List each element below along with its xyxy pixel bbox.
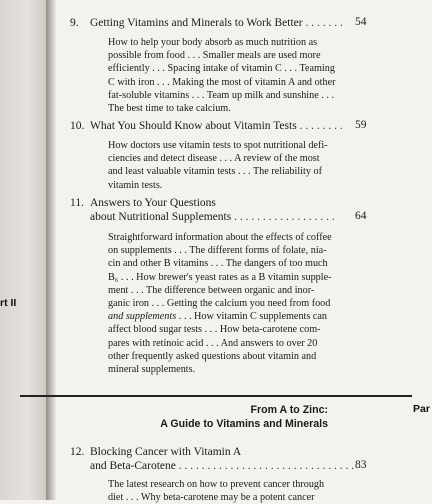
part-heading [100,403,328,431]
entry-description: How doctors use vitamin tests to spot nutritional defi- ciencies and detect disease . . . A review of the most and least valuable vitamin tests . . . The reliability of vitamin tests. [108,140,328,191]
entry-number: 10. [70,120,85,132]
section-divider [20,395,412,397]
entry-title: Getting Vitamins and Minerals to Work Better . . . . . . . [90,17,343,29]
entry-page-number: 59 [355,119,367,131]
part-heading-line-2: A Guide to Vitamins and Minerals [160,418,328,430]
facing-page-part-label: rt II [0,297,17,309]
entry-description: The latest research on how to prevent cancer through diet . . . Why beta-carotene may be a potent cancer [108,479,325,504]
entry-page-number: 83 [355,459,367,471]
next-page-part-label: Par [413,403,430,415]
part-heading-line-1: From A to Zinc: [250,404,328,416]
entry-number: 12. [70,446,85,458]
facing-page-edge [0,0,46,500]
entry-description: How to help your body absorb as much nutrition as possible from food . . . Smaller meals are used more efficiently . . . Spacing intake of vitamin C . . . Teaming C with iron . . . Making the most of vitamin A and other fat-soluble vitamins . . . Team up milk and sunshine . . . The best time to take calcium. [108,37,336,115]
entry-number: 11. [70,197,84,209]
page-gutter [46,0,56,500]
entry-title-line-1: Answers to Your Questions [90,197,216,209]
entry-title-line-1: Blocking Cancer with Vitamin A [90,446,242,458]
entry-number: 9. [70,17,79,29]
entry-title-line-2: and Beta-Carotene . . . . . . . . . . . . . . . . . . . . . . . . . . . . . . . [90,460,355,472]
entry-description: Straightforward information about the effects of coffee on supplements . . . The different forms of folate, nia- cin and other B vitamins . . . The dangers of too much B₆ . . . How brewer's yeast rates as a B vitamin supple- ment . . . The difference between organic and inor- ganic iron . . . Getting the calcium you need from food and supplements . . . How vitamin C supplements can affect blood sugar tests . . . How beta-carotene com- pares with retinoic acid . . . And answers to over 20 other frequently asked questions about vitamin and mineral supplements. [108,232,332,376]
entry-title-line-2: about Nutritional Supplements . . . . . . . . . . . . . . . . . . [90,211,335,223]
entry-page-number: 54 [355,16,367,28]
entry-page-number: 64 [355,210,367,222]
entry-title: What You Should Know about Vitamin Tests . . . . . . . . [90,120,343,132]
